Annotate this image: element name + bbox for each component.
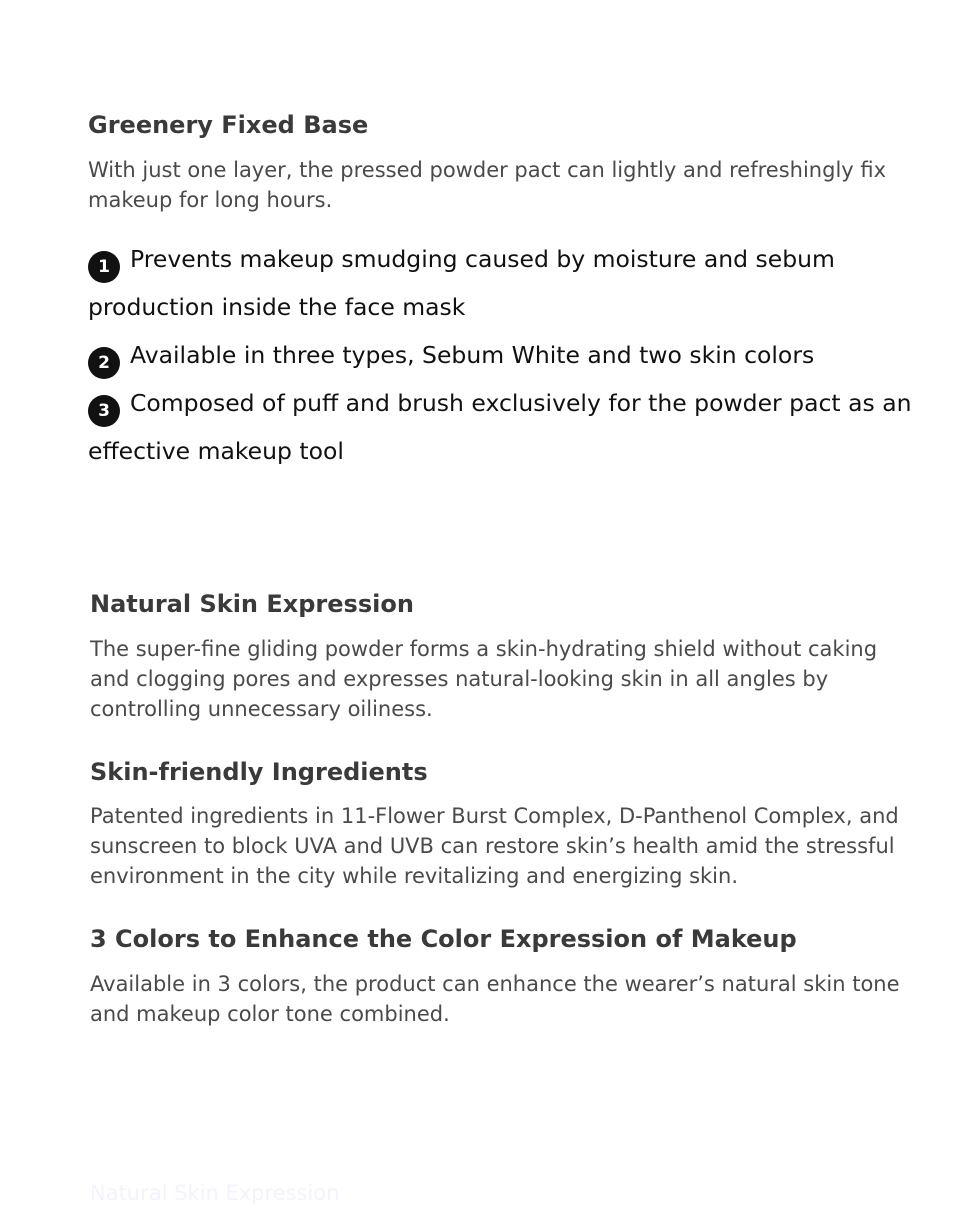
feature-item-3 — [88, 379, 928, 475]
feature-text-3: Composed of puff and brush exclusively for the powder pact as an effective makeup tool — [88, 389, 912, 465]
number-3-badge-icon: 3 — [88, 395, 120, 427]
section-title-skin-friendly-ingredients: Skin-friendly Ingredients — [90, 758, 428, 786]
section-title-3-colors: 3 Colors to Enhance the Color Expression of Makeup — [90, 925, 797, 953]
feature-item-2 — [88, 331, 928, 379]
feature-text-2: Available in three types, Sebum White and two skin colors — [130, 341, 815, 369]
section-title-greenery-fixed-base: Greenery Fixed Base — [88, 111, 369, 139]
feature-text-1: Prevents makeup smudging caused by moisture and sebum production inside the face mask — [88, 245, 835, 321]
number-2-badge-icon: 2 — [88, 347, 120, 379]
ghost-footer-text: Natural Skin Expression — [90, 1181, 340, 1205]
section-body-3-colors: Available in 3 colors, the product can enhance the wearer’s natural skin tone and makeup color tone combined. — [90, 972, 900, 1026]
feature-list — [88, 235, 928, 475]
feature-item-1 — [88, 235, 928, 331]
section-body-greenery-fixed-base: With just one layer, the pressed powder pact can lightly and refreshingly fix makeup for long hours. — [88, 158, 887, 212]
section-body-natural-skin-expression: The super-fine gliding powder forms a skin-hydrating shield without caking and clogging pores and expresses natural-looking skin in all angles by controlling unnecessary oiliness. — [90, 637, 878, 721]
number-1-badge-icon: 1 — [88, 251, 120, 283]
section-title-natural-skin-expression: Natural Skin Expression — [90, 590, 414, 618]
section-body-skin-friendly-ingredients: Patented ingredients in 11-Flower Burst Complex, D-Panthenol Complex, and sunscreen to block UVA and UVB can restore skin’s health amid the stressful environment in the city while revitalizing and energizing skin. — [90, 804, 899, 888]
